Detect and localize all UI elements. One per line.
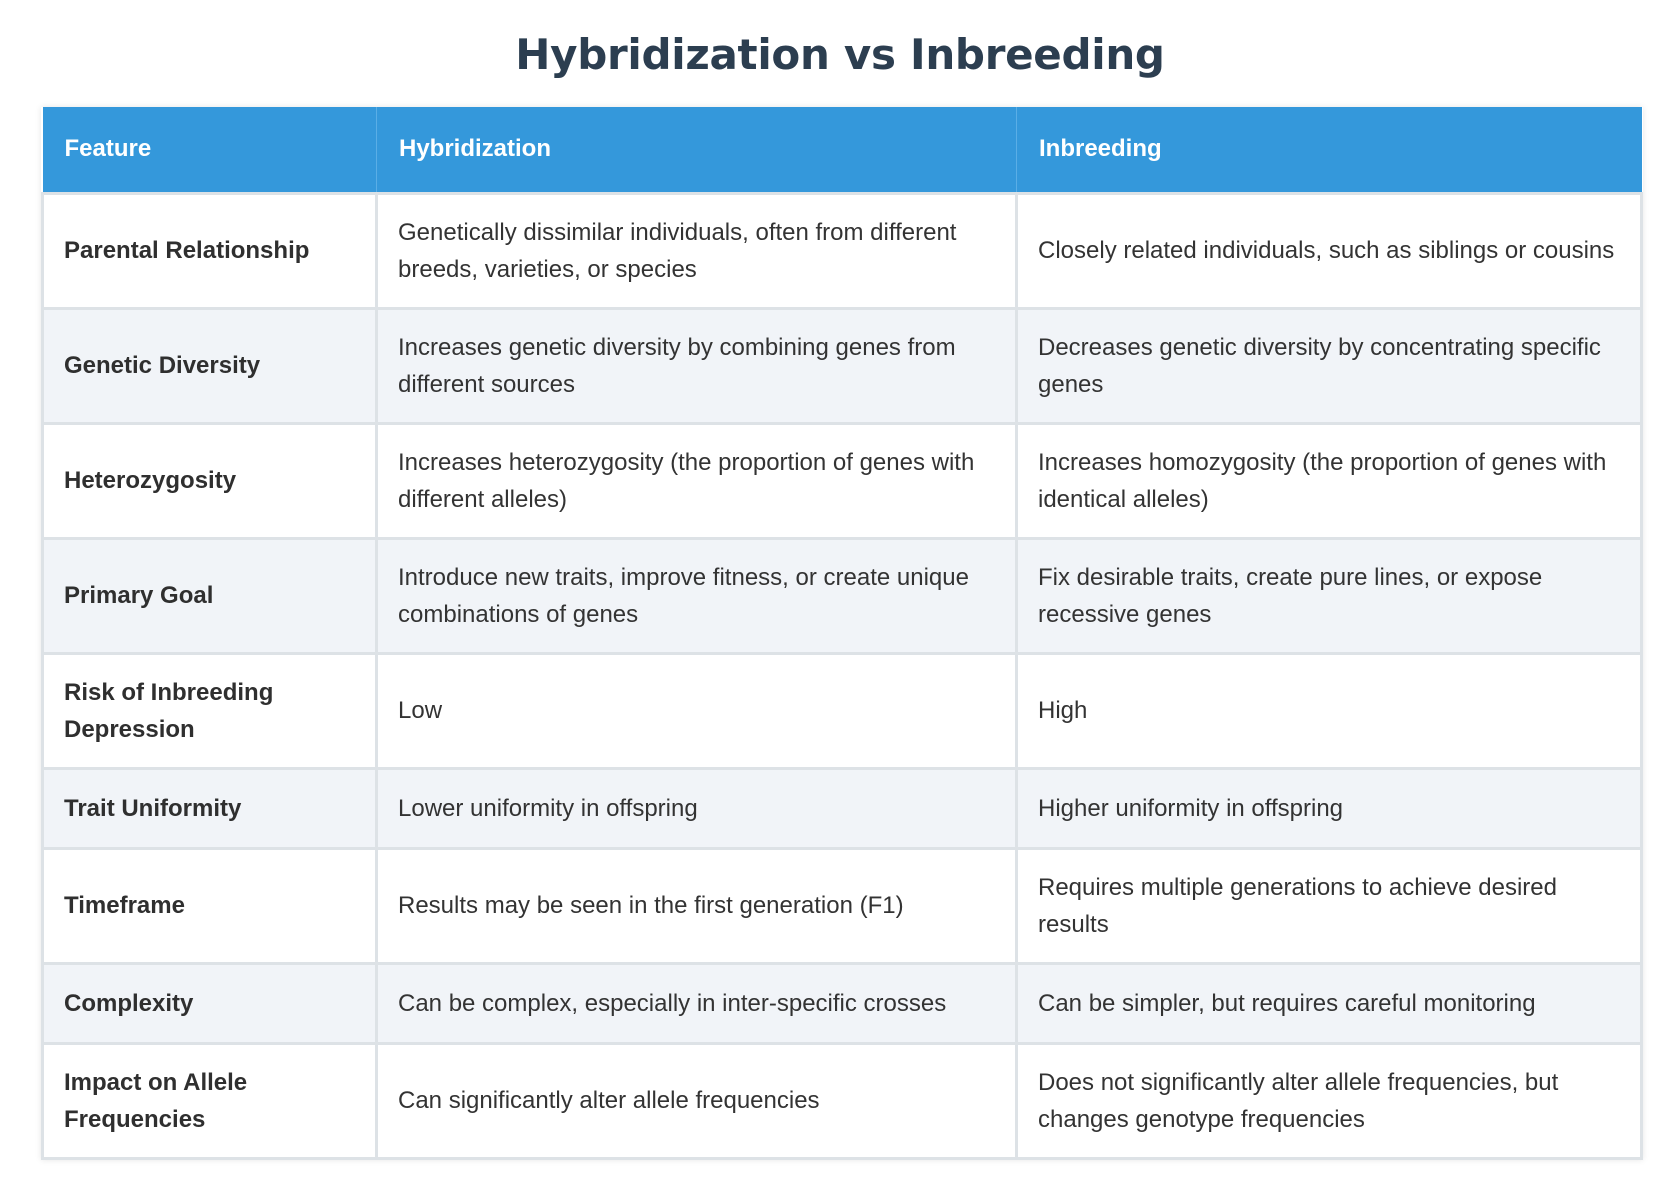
- feature-cell: Timeframe: [43, 848, 377, 963]
- feature-cell: Parental Relationship: [43, 193, 377, 308]
- hybridization-cell: Can be complex, especially in inter-specific crosses: [377, 963, 1017, 1043]
- inbreeding-cell: Does not significantly alter allele frequencies, but changes genotype frequencies: [1017, 1043, 1642, 1158]
- inbreeding-cell: Increases homozygosity (the proportion of genes with identical alleles): [1017, 423, 1642, 538]
- table-row: [43, 768, 1642, 848]
- hybridization-cell: Lower uniformity in offspring: [377, 768, 1017, 848]
- table-row: [43, 308, 1642, 423]
- table-row: [43, 193, 1642, 308]
- table-header: [43, 107, 1642, 193]
- hybridization-cell: Genetically dissimilar individuals, often from different breeds, varieties, or species: [377, 193, 1017, 308]
- hybridization-cell: Increases heterozygosity (the proportion of genes with different alleles): [377, 423, 1017, 538]
- table-row: [43, 653, 1642, 768]
- inbreeding-cell: Fix desirable traits, create pure lines, or expose recessive genes: [1017, 538, 1642, 653]
- header-row: [43, 107, 1642, 193]
- header-feature: Feature: [43, 107, 377, 193]
- table-body: [43, 193, 1642, 1158]
- feature-cell: Trait Uniformity: [43, 768, 377, 848]
- inbreeding-cell: Decreases genetic diversity by concentrating specific genes: [1017, 308, 1642, 423]
- inbreeding-cell: Requires multiple generations to achieve desired results: [1017, 848, 1642, 963]
- page-title: Hybridization vs Inbreeding: [515, 30, 1165, 79]
- hybridization-cell: Increases genetic diversity by combining genes from different sources: [377, 308, 1017, 423]
- inbreeding-cell: Closely related individuals, such as siblings or cousins: [1017, 193, 1642, 308]
- hybridization-cell: Can significantly alter allele frequencies: [377, 1043, 1017, 1158]
- feature-cell: Heterozygosity: [43, 423, 377, 538]
- table-row: [43, 848, 1642, 963]
- feature-cell: Complexity: [43, 963, 377, 1043]
- table-row: [43, 963, 1642, 1043]
- feature-cell: Risk of Inbreeding Depression: [43, 653, 377, 768]
- inbreeding-cell: High: [1017, 653, 1642, 768]
- header-hybridization: Hybridization: [377, 107, 1017, 193]
- table-row: [43, 1043, 1642, 1158]
- table-row: [43, 538, 1642, 653]
- inbreeding-cell: Higher uniformity in offspring: [1017, 768, 1642, 848]
- header-inbreeding: Inbreeding: [1017, 107, 1642, 193]
- hybridization-cell: Introduce new traits, improve fitness, or create unique combinations of genes: [377, 538, 1017, 653]
- comparison-table: [41, 107, 1643, 1160]
- table-row: [43, 423, 1642, 538]
- feature-cell: Genetic Diversity: [43, 308, 377, 423]
- comparison-table-container: [41, 107, 1640, 1160]
- feature-cell: Primary Goal: [43, 538, 377, 653]
- hybridization-cell: Low: [377, 653, 1017, 768]
- feature-cell: Impact on Allele Frequencies: [43, 1043, 377, 1158]
- inbreeding-cell: Can be simpler, but requires careful monitoring: [1017, 963, 1642, 1043]
- hybridization-cell: Results may be seen in the first generation (F1): [377, 848, 1017, 963]
